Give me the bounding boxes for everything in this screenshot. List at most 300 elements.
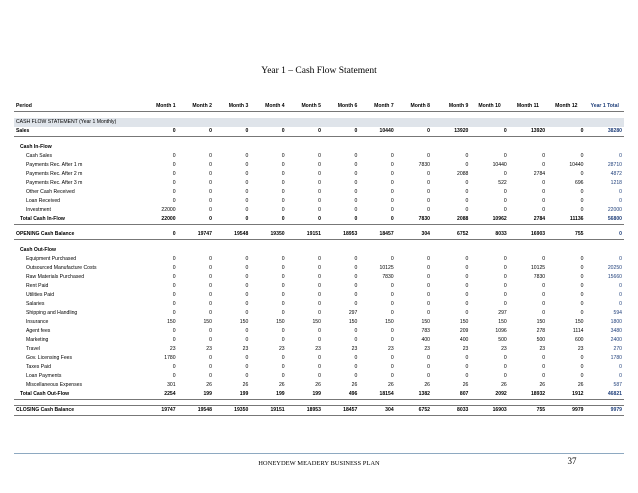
month-cell: 23 <box>169 345 176 352</box>
month-cell: 0 <box>354 336 358 343</box>
empty-cell <box>178 143 214 152</box>
month-cell: 26 <box>206 381 212 388</box>
row-label: Miscellaneous Expenses <box>26 381 83 388</box>
month-cell: 23 <box>206 345 212 352</box>
empty-cell <box>287 246 323 255</box>
month-cell: 0 <box>209 309 212 316</box>
month-cell: 496 <box>323 390 359 400</box>
year-total-cell: 0 <box>619 197 622 204</box>
month-cell: 0 <box>245 282 249 289</box>
month-cell: 23 <box>315 345 321 352</box>
month-cell: 26 <box>539 381 546 388</box>
year-total-cell: 2400 <box>610 336 622 343</box>
month-cell: 0 <box>580 309 584 316</box>
month-cell: 0 <box>281 300 285 307</box>
month-cell: 0 <box>209 273 212 280</box>
month-cell: 0 <box>390 372 394 379</box>
month-cell: 301 <box>167 381 176 388</box>
month-cell: 0 <box>390 354 394 361</box>
month-cell: 19350 <box>214 405 250 415</box>
month-cell: 1096 <box>495 327 507 334</box>
month-cell: 0 <box>172 188 176 195</box>
month-cell: 0 <box>465 197 469 204</box>
month-cell: 8033 <box>470 230 508 240</box>
month-cell: 0 <box>245 273 249 280</box>
month-cell: 0 <box>281 161 285 168</box>
footer-title: HONEYDEW MEADERY BUSINESS PLAN <box>258 460 380 467</box>
month-cell: 0 <box>465 354 469 361</box>
month-cell: 0 <box>281 336 285 343</box>
month-cell: 0 <box>503 170 507 177</box>
month-cell: 0 <box>172 161 176 168</box>
month-cell: 10440 <box>569 161 584 168</box>
month-cell: 0 <box>178 127 214 137</box>
month-cell: 0 <box>318 152 321 159</box>
row-label: Payments Rec. After 3 m <box>26 179 83 186</box>
month-cell: 0 <box>318 291 321 298</box>
month-cell: 199 <box>287 390 323 400</box>
empty-cell <box>178 111 214 118</box>
month-cell: 0 <box>465 264 469 271</box>
empty-cell <box>432 246 470 255</box>
month-cell: 0 <box>281 255 285 262</box>
month-cell: 18457 <box>359 230 395 240</box>
row-label: Gov. Licensing Fees <box>26 354 73 361</box>
month-cell: 0 <box>354 170 358 177</box>
month-cell: 0 <box>172 264 176 271</box>
outflow-row <box>14 354 624 363</box>
row-label: Shipping and Handling <box>26 309 78 316</box>
month-cell: 150 <box>385 318 394 325</box>
month-cell: 0 <box>323 215 359 225</box>
month-cell: 0 <box>427 255 430 262</box>
empty-cell <box>214 246 250 255</box>
month-cell: 0 <box>465 273 469 280</box>
year-total-cell: 0 <box>619 152 622 159</box>
outflow-row <box>14 300 624 309</box>
row-label: Other Cash Received <box>26 188 75 195</box>
month-cell: 0 <box>245 309 249 316</box>
month-cell: 0 <box>172 170 176 177</box>
month-cell: 0 <box>318 197 321 204</box>
month-cell: 0 <box>209 197 212 204</box>
section-title-row <box>14 118 624 127</box>
year-total-cell: 0 <box>619 300 622 307</box>
month-cell: 0 <box>503 354 507 361</box>
month-cell: 0 <box>503 264 507 271</box>
month-cell: 0 <box>465 188 469 195</box>
year-total-cell: 56800 <box>586 215 625 225</box>
year-total-cell: 594 <box>613 309 622 316</box>
year-total-cell: 1218 <box>610 179 622 186</box>
month-cell: 0 <box>250 215 286 225</box>
empty-cell <box>586 118 625 127</box>
month-cell: 0 <box>209 170 212 177</box>
month-cell: 0 <box>245 372 249 379</box>
month-cell: 0 <box>172 255 176 262</box>
month-cell: 0 <box>390 291 394 298</box>
inflow-header-row <box>14 143 624 152</box>
month-cell: 0 <box>465 206 469 213</box>
month-cell: 0 <box>245 206 249 213</box>
month-cell: 7830 <box>533 273 546 280</box>
month-cell: 19548 <box>214 230 250 240</box>
month-cell: 19747 <box>178 230 214 240</box>
column-header: Month 9 <box>432 87 470 111</box>
month-cell: 0 <box>318 161 321 168</box>
empty-cell <box>323 246 359 255</box>
month-cell: 0 <box>209 282 212 289</box>
month-cell: 1780 <box>164 354 176 361</box>
month-cell: 0 <box>209 255 212 262</box>
month-cell: 13920 <box>509 127 547 137</box>
outflow-row <box>14 381 624 390</box>
month-cell: 0 <box>318 354 321 361</box>
month-cell: 0 <box>427 170 430 177</box>
month-cell: 0 <box>503 363 507 370</box>
sales-row <box>14 127 624 137</box>
month-cell: 0 <box>580 291 584 298</box>
month-cell: 0 <box>354 206 358 213</box>
month-cell: 199 <box>250 390 286 400</box>
empty-cell <box>287 118 323 127</box>
month-cell: 0 <box>465 372 469 379</box>
month-cell: 0 <box>390 282 394 289</box>
month-cell: 297 <box>348 309 358 316</box>
year-total-cell: 9979 <box>586 405 625 415</box>
month-cell: 0 <box>318 336 321 343</box>
month-cell: 0 <box>542 152 546 159</box>
year-total-cell: 22000 <box>607 206 622 213</box>
month-cell: 0 <box>503 197 507 204</box>
month-cell: 0 <box>281 188 285 195</box>
month-cell: 7830 <box>396 215 432 225</box>
month-cell: 1382 <box>396 390 432 400</box>
month-cell: 16903 <box>509 230 547 240</box>
month-cell: 209 <box>459 327 469 334</box>
month-cell: 0 <box>465 300 469 307</box>
month-cell: 0 <box>318 327 321 334</box>
month-cell: 1114 <box>572 327 584 334</box>
month-cell: 0 <box>465 282 469 289</box>
month-cell: 23 <box>387 345 394 352</box>
month-cell: 0 <box>580 273 584 280</box>
month-cell: 0 <box>396 127 432 137</box>
month-cell: 23 <box>501 345 507 352</box>
month-cell: 0 <box>354 372 358 379</box>
month-cell: 0 <box>281 152 285 159</box>
month-cell: 6752 <box>432 230 470 240</box>
month-cell: 0 <box>245 264 249 271</box>
empty-cell <box>359 246 395 255</box>
month-cell: 2254 <box>141 390 177 400</box>
row-label: OPENING Cash Balance <box>14 230 141 240</box>
month-cell: 199 <box>178 390 214 400</box>
month-cell: 26 <box>501 381 507 388</box>
month-cell: 0 <box>390 255 394 262</box>
month-cell: 150 <box>239 318 249 325</box>
month-cell: 0 <box>209 206 212 213</box>
month-cell: 0 <box>465 161 469 168</box>
month-cell: 19548 <box>178 405 214 415</box>
month-cell: 0 <box>503 188 507 195</box>
month-cell: 0 <box>542 161 546 168</box>
month-cell: 0 <box>354 161 358 168</box>
month-cell: 0 <box>465 152 469 159</box>
month-cell: 0 <box>318 188 321 195</box>
month-cell: 150 <box>536 318 546 325</box>
month-cell: 7830 <box>418 161 430 168</box>
month-cell: 0 <box>245 255 249 262</box>
year-total-cell: 0 <box>619 188 622 195</box>
column-header: Month 5 <box>287 87 323 111</box>
row-label: Outsourced Manufacture Costs <box>26 264 97 271</box>
month-cell: 0 <box>318 206 321 213</box>
month-cell: 0 <box>245 179 249 186</box>
empty-cell <box>470 246 508 255</box>
month-cell: 0 <box>542 300 546 307</box>
month-cell: 23 <box>351 345 358 352</box>
month-cell: 19747 <box>141 405 177 415</box>
month-cell: 0 <box>318 170 321 177</box>
month-cell: 0 <box>172 309 176 316</box>
month-cell: 0 <box>390 170 394 177</box>
month-cell: 0 <box>172 282 176 289</box>
month-cell: 23 <box>539 345 546 352</box>
month-cell: 150 <box>276 318 285 325</box>
year-total-cell: 28710 <box>607 161 622 168</box>
month-cell: 0 <box>354 273 358 280</box>
month-cell: 0 <box>542 291 546 298</box>
row-label: Marketing <box>26 336 49 343</box>
month-cell: 0 <box>209 152 212 159</box>
month-cell: 23 <box>424 345 430 352</box>
empty-cell <box>323 111 359 118</box>
empty-cell <box>586 143 625 152</box>
month-cell: 0 <box>209 372 212 379</box>
empty-cell <box>432 143 470 152</box>
empty-cell <box>141 111 177 118</box>
outflow-row <box>14 264 624 273</box>
month-cell: 13920 <box>432 127 470 137</box>
row-label: Total Cash Out-Flow <box>14 390 141 400</box>
month-cell: 0 <box>281 327 285 334</box>
month-cell: 0 <box>390 152 394 159</box>
month-cell: 0 <box>209 179 212 186</box>
month-cell: 0 <box>281 179 285 186</box>
month-cell: 600 <box>575 336 584 343</box>
empty-cell <box>250 246 286 255</box>
month-cell: 0 <box>390 300 394 307</box>
month-cell: 0 <box>209 188 212 195</box>
month-cell: 18953 <box>323 230 359 240</box>
month-cell: 0 <box>245 152 249 159</box>
row-label: Utilities Paid <box>26 291 55 298</box>
column-header: Month 8 <box>396 87 432 111</box>
month-cell: 0 <box>503 152 507 159</box>
month-cell: 0 <box>281 372 285 379</box>
row-label: Rent Paid <box>26 282 49 289</box>
outflow-row <box>14 309 624 318</box>
inflow-row <box>14 197 624 206</box>
outflow-row <box>14 327 624 336</box>
year-total-cell: 20250 <box>607 264 622 271</box>
year-total-cell: 15660 <box>607 273 622 280</box>
month-cell: 0 <box>427 309 430 316</box>
month-cell: 23 <box>577 345 584 352</box>
month-cell: 10125 <box>379 264 394 271</box>
total-inflow-row <box>14 215 624 225</box>
month-cell: 755 <box>547 230 585 240</box>
outflow-row <box>14 291 624 300</box>
empty-cell <box>586 111 625 118</box>
month-cell: 0 <box>172 363 176 370</box>
month-cell: 0 <box>580 170 584 177</box>
month-cell: 0 <box>580 197 584 204</box>
outflow-row <box>14 336 624 345</box>
month-cell: 0 <box>281 170 285 177</box>
month-cell: 0 <box>172 273 176 280</box>
month-cell: 0 <box>281 264 285 271</box>
month-cell: 0 <box>281 206 285 213</box>
empty-cell <box>323 118 359 127</box>
month-cell: 26 <box>351 381 358 388</box>
month-cell: 0 <box>141 230 177 240</box>
column-header: Month 10 <box>470 87 508 111</box>
month-cell: 0 <box>245 197 249 204</box>
page-title: Year 1 – Cash Flow Statement <box>261 66 377 76</box>
month-cell: 0 <box>245 363 249 370</box>
month-cell: 0 <box>427 372 430 379</box>
month-cell: 0 <box>390 161 394 168</box>
year-total-cell: 587 <box>613 381 622 388</box>
year-total-cell: 0 <box>619 282 622 289</box>
empty-cell <box>250 118 286 127</box>
month-cell: 0 <box>178 215 214 225</box>
month-cell: 10962 <box>470 215 508 225</box>
column-header: Month 4 <box>250 87 286 111</box>
month-cell: 0 <box>172 372 176 379</box>
month-cell: 500 <box>536 336 546 343</box>
month-cell: 0 <box>580 282 584 289</box>
month-cell: 0 <box>427 300 430 307</box>
month-cell: 150 <box>421 318 430 325</box>
month-cell: 0 <box>470 127 508 137</box>
month-cell: 0 <box>390 197 394 204</box>
group-heading: Cash Out-Flow <box>20 246 56 253</box>
month-cell: 16903 <box>470 405 508 415</box>
month-cell: 23 <box>278 345 285 352</box>
year-total-cell: 3480 <box>610 327 622 334</box>
outflow-row <box>14 273 624 282</box>
month-cell: 19151 <box>250 405 286 415</box>
year-total-cell: 46821 <box>586 390 625 400</box>
year-total-cell: 1800 <box>610 318 622 325</box>
month-cell: 150 <box>575 318 584 325</box>
month-cell: 150 <box>498 318 507 325</box>
month-cell: 26 <box>462 381 469 388</box>
empty-cell <box>287 111 323 118</box>
spacer-row <box>14 111 624 118</box>
month-cell: 11136 <box>547 215 585 225</box>
month-cell: 755 <box>509 405 547 415</box>
empty-cell <box>547 246 585 255</box>
month-cell: 0 <box>245 188 249 195</box>
month-cell: 0 <box>580 152 584 159</box>
empty-cell <box>509 118 547 127</box>
month-cell: 26 <box>424 381 430 388</box>
empty-cell <box>250 111 286 118</box>
month-cell: 0 <box>427 264 430 271</box>
month-cell: 18953 <box>287 405 323 415</box>
month-cell: 0 <box>542 188 546 195</box>
outflow-header-row <box>14 246 624 255</box>
month-cell: 0 <box>318 363 321 370</box>
month-cell: 2784 <box>509 215 547 225</box>
month-cell: 0 <box>172 327 176 334</box>
row-label: Total Cash In-Flow <box>14 215 141 225</box>
month-cell: 0 <box>465 291 469 298</box>
month-cell: 0 <box>359 215 395 225</box>
month-cell: 0 <box>354 300 358 307</box>
month-cell: 297 <box>498 309 507 316</box>
month-cell: 0 <box>503 255 507 262</box>
empty-cell <box>470 118 508 127</box>
month-cell: 0 <box>427 291 430 298</box>
month-cell: 304 <box>359 405 395 415</box>
column-header: Year 1 Total <box>586 87 625 111</box>
month-cell: 0 <box>209 264 212 271</box>
row-label: Insurance <box>26 318 49 325</box>
empty-cell <box>396 111 432 118</box>
month-cell: 0 <box>281 291 285 298</box>
month-cell: 0 <box>318 273 321 280</box>
row-label: Agent fees <box>26 327 51 334</box>
month-cell: 0 <box>209 300 212 307</box>
year-total-cell: 270 <box>613 345 622 352</box>
month-cell: 0 <box>172 197 176 204</box>
month-cell: 150 <box>203 318 212 325</box>
month-cell: 0 <box>172 179 176 186</box>
empty-cell <box>141 246 177 255</box>
month-cell: 0 <box>390 206 394 213</box>
empty-cell <box>250 143 286 152</box>
month-cell: 0 <box>318 255 321 262</box>
empty-cell <box>509 143 547 152</box>
month-cell: 2092 <box>470 390 508 400</box>
row-label: CLOSING Cash Balance <box>14 405 141 415</box>
month-cell: 7830 <box>382 273 394 280</box>
month-cell: 0 <box>245 327 249 334</box>
month-cell: 0 <box>318 300 321 307</box>
month-cell: 0 <box>209 161 212 168</box>
month-cell: 0 <box>427 152 430 159</box>
month-cell: 0 <box>281 197 285 204</box>
month-cell: 0 <box>580 255 584 262</box>
row-label: Cash Sales <box>26 152 53 159</box>
empty-cell <box>178 246 214 255</box>
empty-cell <box>432 111 470 118</box>
month-cell: 0 <box>245 170 249 177</box>
month-cell: 0 <box>318 282 321 289</box>
outflow-row <box>14 372 624 381</box>
month-cell: 0 <box>172 300 176 307</box>
empty-cell <box>470 111 508 118</box>
month-cell: 23 <box>242 345 249 352</box>
month-cell: 0 <box>427 206 430 213</box>
empty-cell <box>359 143 395 152</box>
month-cell: 9979 <box>547 405 585 415</box>
